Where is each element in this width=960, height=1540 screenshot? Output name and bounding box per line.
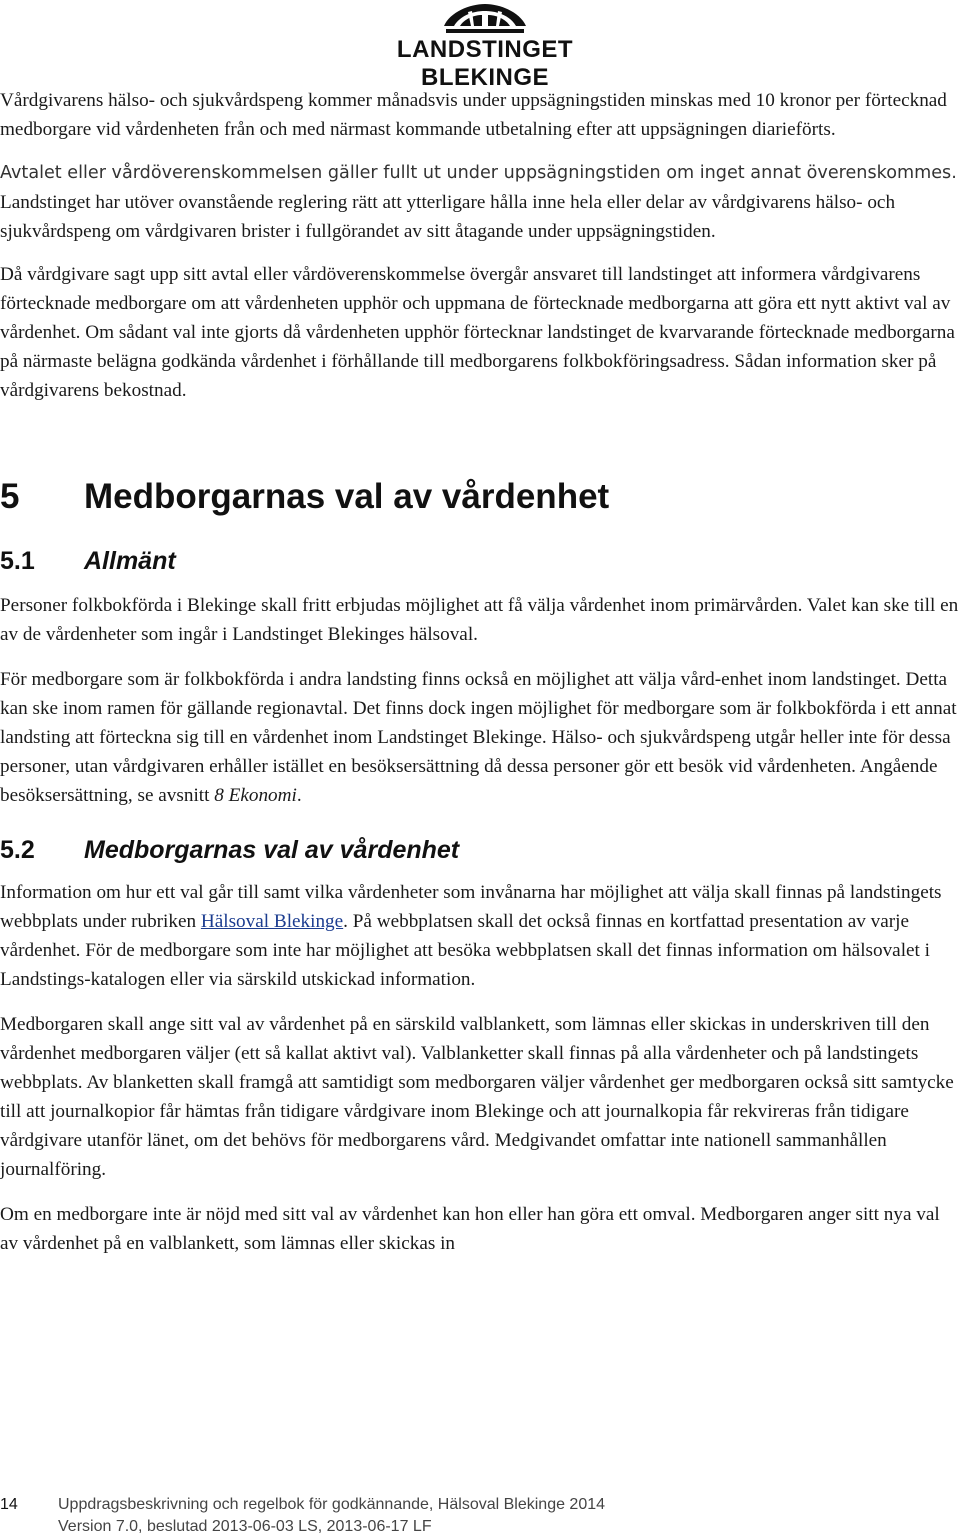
paragraph-part: För medborgare som är folkbokförda i andra landsting finns också en möjlighet att välja vård-enhet inom landstinget. Detta kan ske inom ramen för gällande regionavtal. Det finns dock ingen möjlighet för medborgare som är folkbokförda i ett annat landsting att förteckna sig till en vårdenhet inom Landstinget Blekinge. Hälso- och sjukvårdspeng utgår heller inte för dessa personer, utan vårdgivaren erhåller istället en besöksersättning då dessa personer gör ett besök vid vårdenheten. Angående besöksersättning, se avsnitt	[0, 669, 957, 806]
paragraph-part: Avtalet eller vårdöverenskommelsen gäller fullt ut under uppsägningstiden om inget annat överenskommes.	[0, 163, 957, 183]
footer-version: Version 7.0, beslutad 2013-06-03 LS, 2013-06-17 LF	[58, 1518, 432, 1535]
section-title: Allmänt	[84, 547, 176, 575]
section-number: 5	[0, 477, 20, 516]
header-logo	[355, 2, 615, 91]
paragraph	[0, 158, 960, 246]
halsoval-blekinge-link[interactable]: Hälsoval Blekinge	[200, 911, 344, 932]
crown-emblem-icon	[440, 2, 530, 36]
document-body	[0, 86, 960, 1258]
subsection-heading	[0, 834, 960, 866]
paragraph	[0, 665, 960, 810]
footer-title: Uppdragsbeskrivning och regelbok för godkännande, Hälsoval Blekinge 2014	[58, 1496, 606, 1513]
paragraph: Om en medborgare inte är nöjd med sitt val av vårdenhet kan hon eller han göra ett omval. Medborgaren anger sitt nya val av vårdenhet på en valblankett, som lämnas eller skickas in	[0, 1204, 940, 1254]
section-number: 5.1	[0, 547, 35, 575]
paragraph: Vårdgivarens hälso- och sjukvårdspeng kommer månadsvis under uppsägningstiden minskas med 10 kronor per förtecknad medborgare vid vårdenheten från och med närmast kommande utbetalning efter att uppsägningen diarieförts.	[0, 90, 947, 140]
paragraph: Personer folkbokförda i Blekinge skall fritt erbjudas möjlighet att få välja vårdenhet inom primärvården. Valet kan ske till en av de vårdenheter som ingår i Landstinget Blekinges hälsoval.	[0, 595, 959, 645]
paragraph: Medborgaren skall ange sitt val av vårdenhet på en särskild valblankett, som lämnas eller skickas in underskriven till den vårdenhet medborgaren väljer (ett så kallat aktivt val). Valblanketter skall finnas på alla vårdenheter och på landstingets webbplats. Av blanketten skall framgå att samtidigt som medborgaren väljer vårdenhet ger medborgaren också sitt samtycke till att journalkopior får hämtas från tidigare vårdgivare inom Blekinge och att journalkopia får rekvireras från tidigare vårdgivare utanför länet, om det behövs för medborgarens vård. Medgivandet omfattar inte nationell sammanhållen journalföring.	[0, 1014, 954, 1180]
subsection-heading	[0, 545, 960, 577]
page-footer	[0, 1494, 960, 1538]
paragraph-part: .	[296, 785, 302, 806]
section-heading	[0, 477, 960, 517]
paragraph-part: Information om hur ett val går till samt vilka vårdenheter som invånarna har möjlighet att välja skall finnas på landstingets webbplats under rubriken	[0, 882, 942, 932]
section-title: Medborgarnas val av vårdenhet	[84, 477, 610, 516]
section-number: 5.2	[0, 836, 35, 864]
paragraph-part: Landstinget har utöver ovanstående reglering rätt att ytterligare hålla inne hela eller delar av vårdgivarens hälso- och sjukvårdspeng om vårdgivaren brister i fullgörandet av sitt åtagande under uppsägningstiden.	[0, 192, 896, 242]
section-title: Medborgarnas val av vårdenhet	[84, 836, 460, 864]
section-reference: 8 Ekonomi	[214, 785, 297, 806]
page-number: 14	[0, 1496, 18, 1513]
logo-text: LANDSTINGET BLEKINGE	[396, 36, 574, 91]
paragraph-part: . På webbplatsen skall det också finnas en kortfattad presentation av varje vårdenhet. För de medborgare som inte har möjlighet att besöka webbplatsen skall det finnas information om hälsovalet i Landstings-katalogen eller via särskild utskickad information.	[0, 911, 931, 990]
paragraph	[0, 878, 960, 994]
paragraph: Då vårdgivare sagt upp sitt avtal eller vårdöverenskommelse övergår ansvaret till landstinget att informera vårdgivarens förtecknade medborgare om att vårdenheten upphör och uppmana de förtecknade medborgarna att göra ett nytt aktivt val av vårdenhet. Om sådant val inte gjorts då vårdenheten upphör förtecknar landstinget de kvarvarande förtecknade medborgarna på närmaste belägna godkända vårdenhet i förhållande till medborgarens folkbokföringsadress. Sådan information sker på vårdgivarens bekostnad.	[0, 264, 955, 401]
